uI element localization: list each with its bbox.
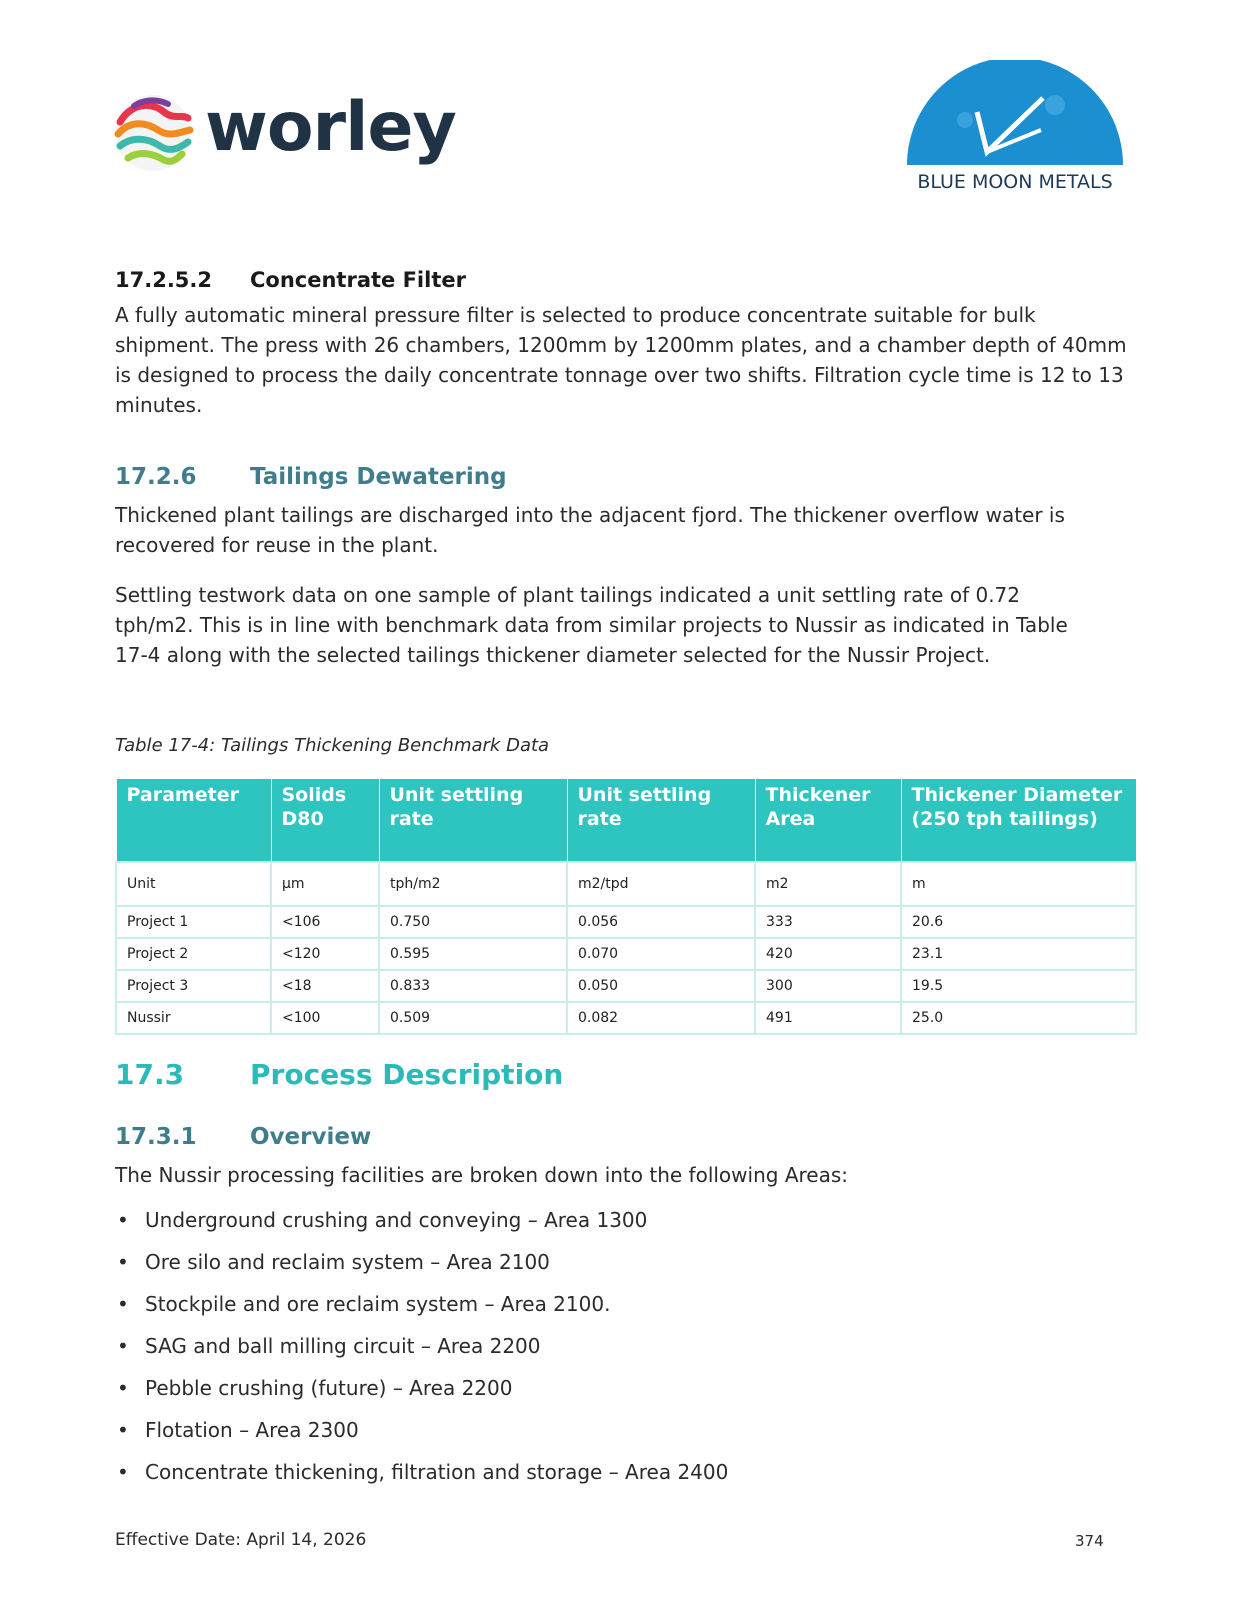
list-item-text: Concentrate thickening, filtration and storage – Area 2400: [145, 1460, 729, 1484]
heading-17-3-1: [115, 1124, 371, 1150]
heading-title: Tailings Dewatering: [250, 464, 507, 490]
table-cell: 0.056: [567, 906, 755, 938]
table-header-cell: Thickener Diameter (250 tph tailings): [901, 779, 1136, 863]
table-cell: 0.082: [567, 1002, 755, 1034]
heading-17-2-6: [115, 464, 507, 490]
list-item: [115, 1205, 728, 1247]
table-cell: 0.070: [567, 938, 755, 970]
table-row: [116, 906, 1136, 938]
table-cell: 23.1: [901, 938, 1136, 970]
heading-number: 17.2.5.2: [115, 268, 212, 292]
list-item-text: Flotation – Area 2300: [145, 1418, 359, 1442]
table-cell: m2: [755, 862, 901, 906]
table-header-row: [116, 779, 1136, 863]
table-cell: <120: [271, 938, 379, 970]
bullet-icon: •: [117, 1208, 129, 1232]
table-cell: Project 3: [116, 970, 271, 1002]
list-item: [115, 1331, 728, 1373]
table-row: [116, 938, 1136, 970]
list-item-text: Pebble crushing (future) – Area 2200: [145, 1376, 513, 1400]
table-cell: 333: [755, 906, 901, 938]
table-cell: Nussir: [116, 1002, 271, 1034]
worley-logo-text: worley: [205, 88, 456, 167]
bullet-icon: •: [117, 1250, 129, 1274]
bullet-icon: •: [117, 1460, 129, 1484]
heading-number: 17.2.6: [115, 464, 197, 490]
list-item: [115, 1289, 728, 1331]
table-cell: tph/m2: [379, 862, 567, 906]
table-cell: Unit: [116, 862, 271, 906]
blue-moon-metals-logo: [905, 60, 1125, 205]
list-item-text: SAG and ball milling circuit – Area 2200: [145, 1334, 541, 1358]
table-cell: <100: [271, 1002, 379, 1034]
table-row: [116, 862, 1136, 906]
table-cell: 491: [755, 1002, 901, 1034]
table-cell: 0.050: [567, 970, 755, 1002]
worley-logo-icon: [112, 92, 194, 174]
list-item: [115, 1457, 728, 1499]
table-cell: 0.595: [379, 938, 567, 970]
list-item: [115, 1415, 728, 1457]
table-cell: 300: [755, 970, 901, 1002]
table-cell: 0.750: [379, 906, 567, 938]
areas-list: [115, 1205, 728, 1499]
overview-intro: The Nussir processing facilities are broken down into the following Areas:: [115, 1163, 848, 1187]
heading-title: Concentrate Filter: [250, 268, 466, 292]
concentrate-filter-paragraph: A fully automatic mineral pressure filter is selected to produce concentrate suitable for bulk shipment. The press with 26 chambers, 1200mm by 1200mm plates, and a chamber depth of 40mm is designed to process the daily concentrate tonnage over two shifts. Filtration cycle time is 12 to 13 minutes.: [115, 303, 1127, 417]
list-item-text: Stockpile and ore reclaim system – Area 2100.: [145, 1292, 611, 1316]
table-cell: m2/tpd: [567, 862, 755, 906]
tailings-paragraph-2: Settling testwork data on one sample of plant tailings indicated a unit settling rate of 0.72 tph/m2. This is in line with benchmark data from similar projects to Nussir as indicated in Table 17-4 along with the selected tailings thickener diameter selected for the Nussir Project.: [115, 583, 1068, 667]
table-caption: Table 17-4: Tailings Thickening Benchmark Data: [115, 735, 550, 756]
table-cell: 0.509: [379, 1002, 567, 1034]
bullet-icon: •: [117, 1292, 129, 1316]
list-item-text: Ore silo and reclaim system – Area 2100: [145, 1250, 550, 1274]
heading-17-2-5-2: [115, 268, 466, 292]
table-header-cell: Unit settling rate: [379, 779, 567, 863]
table-cell: <106: [271, 906, 379, 938]
table-cell: Project 1: [116, 906, 271, 938]
table-header-cell: Thickener Area: [755, 779, 901, 863]
bullet-icon: •: [117, 1418, 129, 1442]
tailings-paragraph-1: Thickened plant tailings are discharged into the adjacent fjord. The thickener overflow water is recovered for reuse in the plant.: [115, 503, 1065, 557]
bullet-icon: •: [117, 1376, 129, 1400]
blue-moon-metals-text: BLUE MOON METALS: [917, 171, 1113, 193]
heading-number: 17.3: [115, 1058, 185, 1091]
table-row: [116, 1002, 1136, 1034]
heading-number: 17.3.1: [115, 1124, 197, 1150]
benchmark-table: [115, 778, 1137, 1035]
table-cell: <18: [271, 970, 379, 1002]
heading-title: Overview: [250, 1124, 372, 1150]
heading-title: Process Description: [250, 1058, 564, 1091]
table-cell: 19.5: [901, 970, 1136, 1002]
table-cell: 0.833: [379, 970, 567, 1002]
footer-effective-date: Effective Date: April 14, 2026: [115, 1530, 367, 1550]
footer-page-number: 374: [1075, 1532, 1104, 1550]
list-item: [115, 1373, 728, 1415]
list-item-text: Underground crushing and conveying – Area 1300: [145, 1208, 648, 1232]
table-cell: 20.6: [901, 906, 1136, 938]
table-cell: 420: [755, 938, 901, 970]
table-cell: Project 2: [116, 938, 271, 970]
heading-17-3: [115, 1058, 563, 1091]
table-row: [116, 970, 1136, 1002]
table-cell: m: [901, 862, 1136, 906]
table-cell: µm: [271, 862, 379, 906]
list-item: [115, 1247, 728, 1289]
table-header-cell: Unit settling rate: [567, 779, 755, 863]
table-cell: 25.0: [901, 1002, 1136, 1034]
bullet-icon: •: [117, 1334, 129, 1358]
table-header-cell: Solids D80: [271, 779, 379, 863]
table-header-cell: Parameter: [116, 779, 271, 863]
